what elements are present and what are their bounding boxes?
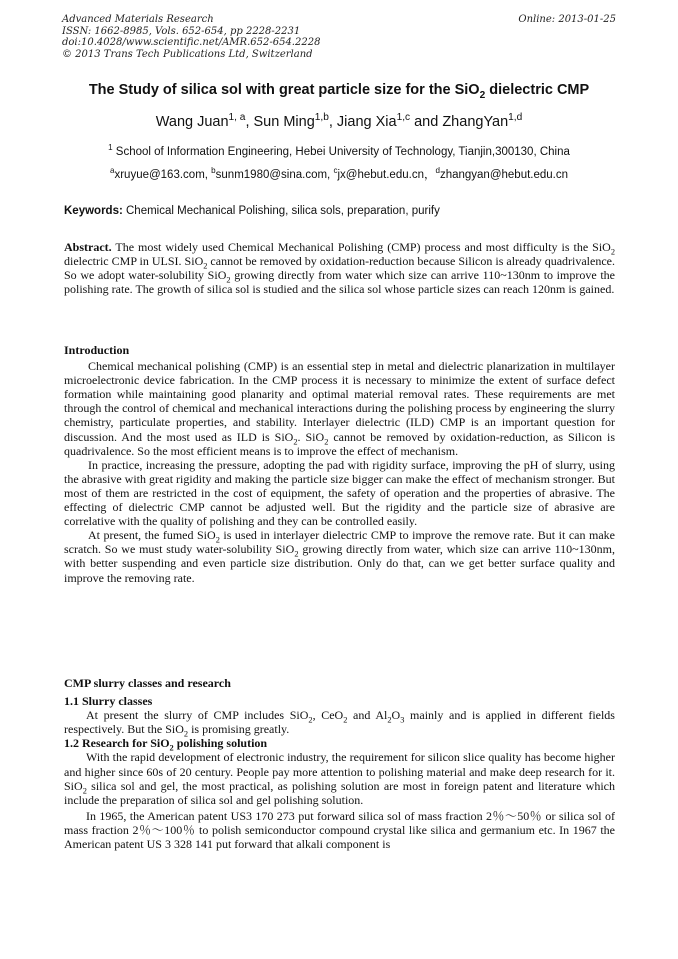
- journal-doi: doi:10.4028/www.scientific.net/AMR.652-654.2228: [62, 37, 321, 48]
- author-sup: 1, a: [228, 112, 246, 124]
- paragraph-text: and Al: [347, 708, 388, 723]
- paragraph-text: silica sol and gel, the most practical, as polishing solution are most in foreign patent and literature which include the preparation of silica sol and gel polishing solution.: [64, 778, 615, 807]
- abstract: [64, 240, 615, 296]
- abstract-text: The most widely used Chemical Mechanical Polishing (CMP) process and most difficulty is the SiO: [111, 240, 611, 254]
- paragraph-text: mainly and is applied in different fields respectively. But the SiO: [64, 708, 615, 737]
- title-subscript: 2: [479, 89, 486, 101]
- paragraph-text: O: [391, 708, 401, 723]
- paragraph: [64, 528, 615, 584]
- subscript: 2: [294, 549, 299, 559]
- email-sup: b: [211, 166, 216, 176]
- subscript: 2: [308, 715, 313, 725]
- title-text-end: dielectric CMP: [485, 82, 590, 98]
- journal-name: Advanced Materials Research: [62, 14, 214, 25]
- email-address: zhangyan@hebut.edu.cn: [439, 169, 569, 181]
- abstract-text: dielectric CMP in ULSI. SiO: [64, 254, 204, 269]
- keywords-label: Keywords:: [64, 205, 123, 217]
- paragraph-text: At present the slurry of CMP includes SiO: [86, 708, 309, 723]
- email-sup: d: [435, 166, 440, 176]
- paragraph-text: At present, the fumed SiO: [88, 528, 216, 543]
- author-sep: and: [410, 114, 443, 130]
- paragraph: [64, 750, 615, 806]
- journal-copyright: © 2013 Trans Tech Publications Ltd, Switzerland: [62, 48, 313, 60]
- subsection-heading: 1.1 Slurry classes: [64, 694, 153, 709]
- email-sup: c: [333, 166, 338, 176]
- paragraph-text: is used in interlayer dielectric CMP to improve the remove rate. But it can make scratch. So we must study water-solubility SiO: [64, 528, 615, 557]
- subscript: 2: [293, 436, 298, 446]
- paragraph-text: cannot be removed by oxidation-reduction, as Silicon is quadrivalence. So the most efficient means is to improve the effect of mechanism.: [64, 429, 615, 458]
- abstract-text: growing directly from water which size can arrive 110~130nm to improve the polishing rate. The growth of silica sol is studied and the silica sol whose particle sizes can reach 120nm is gained.: [64, 268, 615, 297]
- affiliation-text: School of Information Engineering, Hebei University of Technology, Tianjin,300130, China: [112, 146, 570, 158]
- subscript: 2: [183, 729, 189, 739]
- paper-title: [40, 82, 638, 101]
- subscript: 2: [226, 275, 231, 285]
- author-name: Wang Juan: [155, 114, 229, 130]
- subscript: 2: [169, 743, 174, 753]
- abstract-text: cannot be removed by oxidation-reduction because Silicon is already quadrivalence. So we adopt water-solubility SiO: [64, 254, 615, 283]
- email-address: jx@hebut.edu.cn，: [337, 169, 436, 181]
- subscript: 3: [400, 715, 405, 725]
- author-sep: ,: [245, 114, 254, 130]
- email-sup: a: [109, 166, 115, 176]
- cmp-section: [64, 676, 615, 851]
- affiliation: [40, 143, 638, 158]
- author-name: Jiang Xia: [336, 114, 397, 130]
- paragraph-text: is promising greatly.: [188, 722, 290, 737]
- subscript: 2: [215, 535, 220, 545]
- subscript: 2: [343, 715, 348, 725]
- paragraph-text: With the rapid development of electronic industry, the requirement for silicon slice quality has become higher and higher since 60s of 20 century. People pay more attention to polishing material and make deep research for it. SiO: [64, 750, 615, 793]
- author-sup: 1,d: [508, 112, 523, 124]
- email-address: sunm1980@sina.com,: [215, 169, 334, 181]
- paragraph-text: . SiO: [297, 429, 325, 444]
- subsection-heading: [64, 736, 615, 753]
- subscript: 2: [203, 261, 208, 271]
- subscript: 2: [610, 247, 615, 257]
- subscript: 2: [387, 715, 392, 725]
- paragraph-text: , CeO: [312, 708, 344, 723]
- author-list: [40, 114, 638, 130]
- subscript: 2: [324, 436, 329, 446]
- email-address: xruyue@163.com,: [114, 169, 212, 181]
- author-name: Sun Ming: [253, 114, 315, 130]
- author-sup: 1,b: [314, 112, 329, 124]
- keywords: [64, 205, 616, 217]
- paragraph: [64, 708, 615, 739]
- heading-text: polishing solution: [173, 736, 268, 751]
- subscript: 2: [82, 786, 87, 796]
- author-sup: 1,c: [396, 112, 411, 124]
- author-sep: ,: [328, 114, 337, 130]
- author-name: ZhangYan: [442, 114, 509, 130]
- paragraph: In 1965, the American patent US3 170 273 put forward silica sol of mass fraction 2％～50％ or silica sol of mass fraction 2％～100％ to polish semiconductor compound crystal like silica and germanium etc. In 1967 the American patent US 3 328 141 put forward that alkali component is: [64, 808, 615, 852]
- affiliation-sup: 1: [108, 143, 113, 153]
- paragraph: In practice, increasing the pressure, adopting the pad with rigidity surface, improving the pH of slurry, using the abrasive with great rigidity and making the particle size bigger can make the effect of mechanism stronger. But most of them are restricted in the cost of equipment, the safety of operation and the properties of abrasive. The effecting of dielectric CMP cannot be adjusted well. But the rigidity and the particle size of abrasive are correlative with the quality of polishing and they can be controlled easily.: [64, 457, 615, 529]
- section-heading: Introduction: [64, 343, 130, 357]
- abstract-label: Abstract.: [64, 240, 112, 254]
- paragraph-text: Chemical mechanical polishing (CMP) is an essential step in metal and dielectric planarization in multilayer microelectronic device fabrication. In the CMP process it is necessary to minimize the extent of surface defect formation while maintaining good planarity and optimal material removal rates. These requirements are met through the control of chemical and mechanical interactions during the polishing process by engineering the slurry chemistry, particulate properties, and stability. Interlayer dielectric (ILD) CMP is an important question for discussion. And the most used as ILD is SiO: [64, 359, 615, 444]
- journal-header: [62, 14, 616, 60]
- author-emails: [40, 166, 638, 182]
- section-heading: CMP slurry classes and research: [64, 676, 231, 690]
- keywords-text: Chemical Mechanical Polishing, silica sols, preparation, purify: [122, 205, 440, 217]
- introduction-section: [64, 343, 615, 585]
- heading-text: 1.2 Research for SiO: [64, 736, 170, 751]
- title-text: The Study of silica sol with great particle size for the SiO: [88, 82, 480, 98]
- paragraph-text: growing directly from water, which size can arrive 110~130nm, with better suspending and even particle size distribution. Only do that, can we get better surface quality and improve the removing rate.: [64, 542, 615, 585]
- online-date: Online: 2013-01-25: [518, 14, 616, 25]
- paragraph: [64, 359, 615, 458]
- journal-issn: ISSN: 1662-8985, Vols. 652-654, pp 2228-2231: [62, 25, 301, 37]
